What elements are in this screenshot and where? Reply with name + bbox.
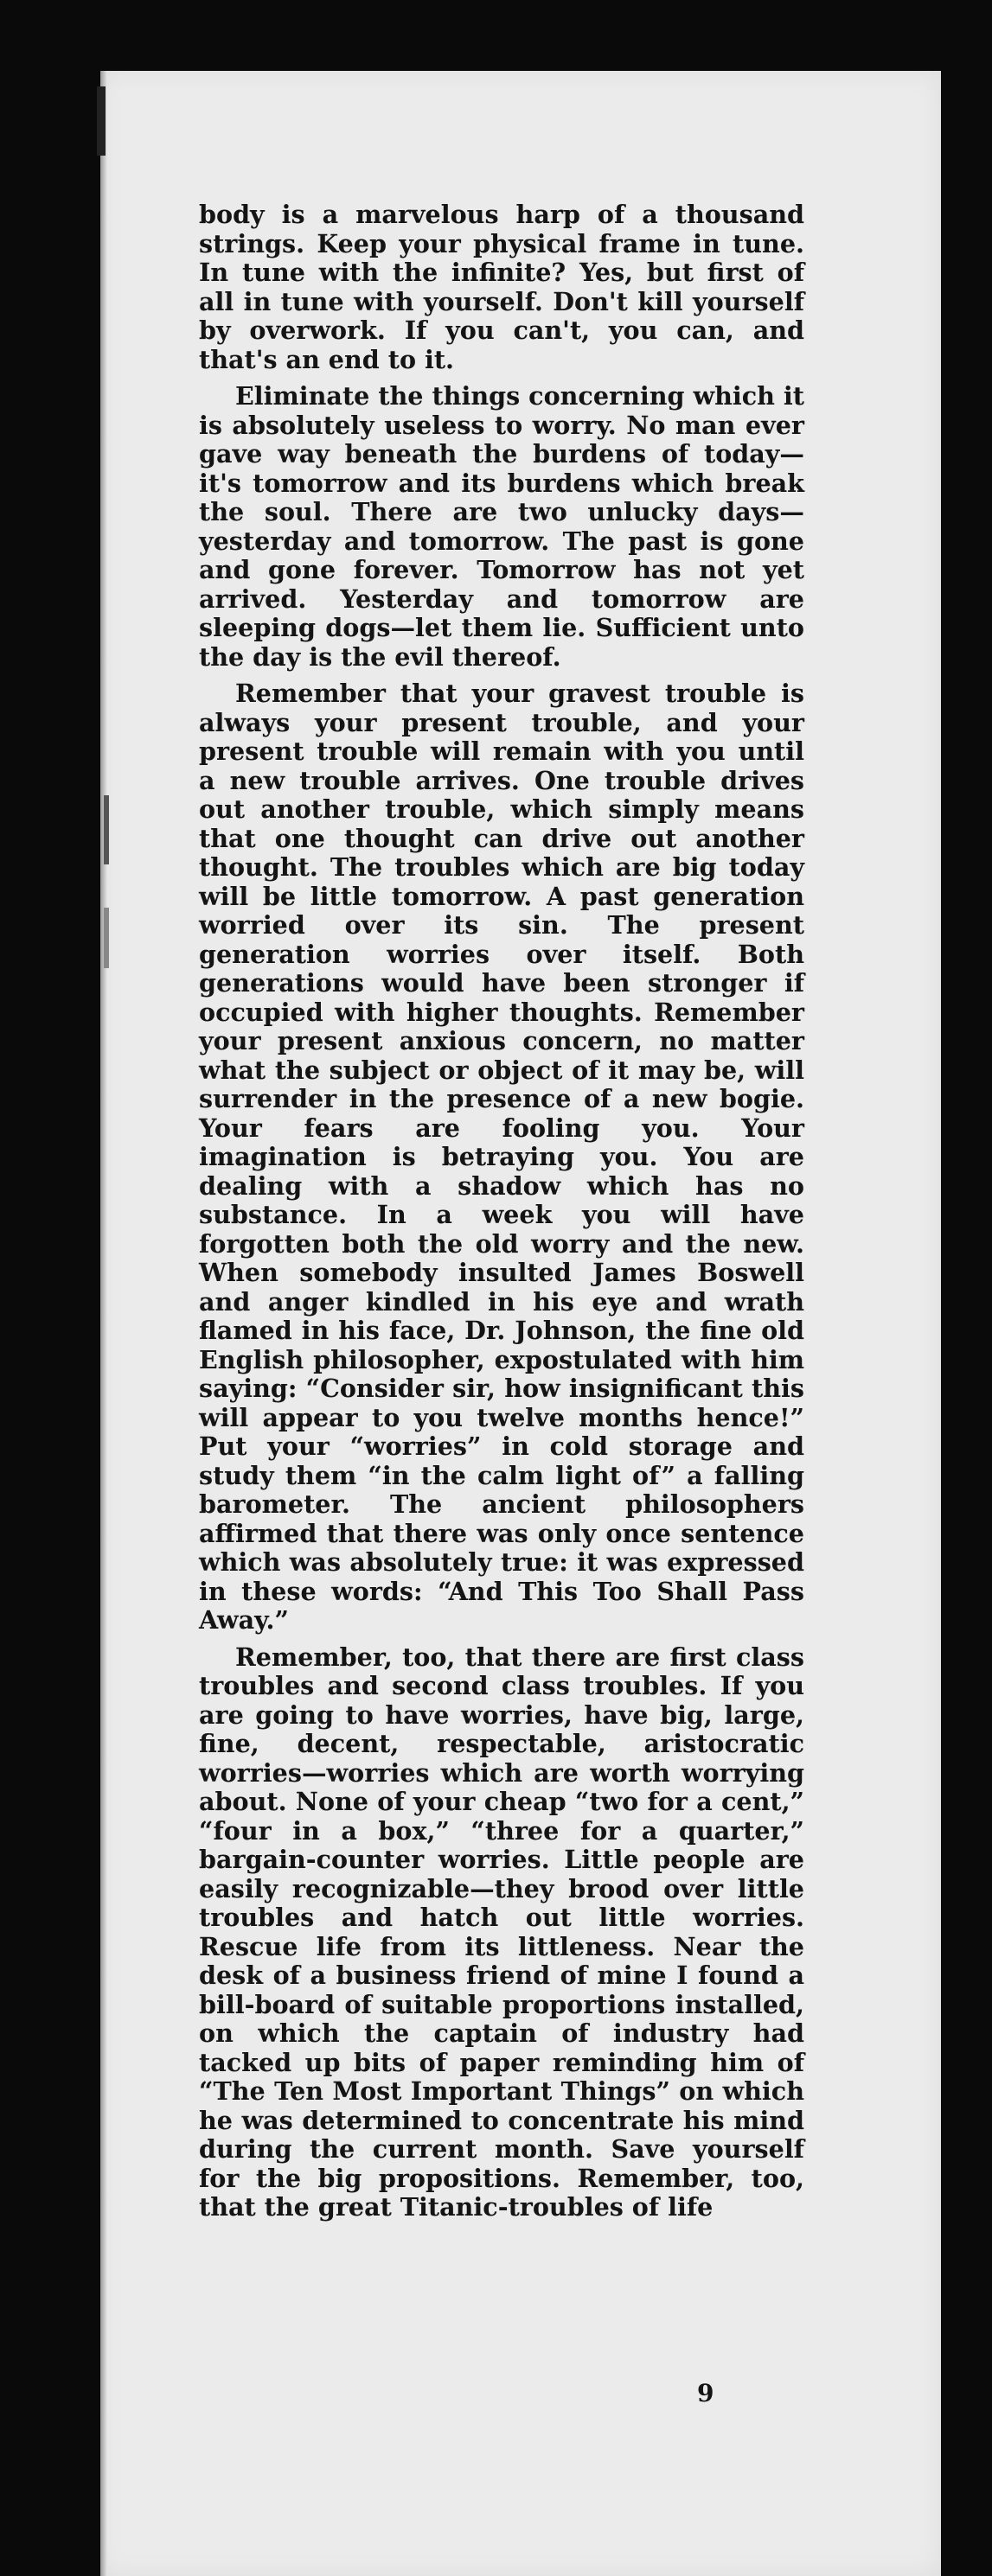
- page-edge-shadow: [100, 71, 107, 2576]
- page-number: 9: [697, 2379, 714, 2407]
- binding-mark-upper: [104, 795, 109, 864]
- paragraph-4: Remember, too, that there are first class troubles and second class troubles. If you are going to have worries, have big, large, fine, decent, respectable, aristocratic worries—worries which are worth worrying about. None of your cheap “two for a cent,” “four in a box,” “three for a quarter,” bargain-counter worries. Little people are easily recognizable—they brood over little troubles and hatch out little worries. Rescue life from its littleness. Near the desk of a business friend of mine I found a bill-board of suitable proportions installed, on which the captain of industry had tacked up bits of paper reminding him of “The Ten Most Important Things” on which he was determined to concentrate his mind during the current month. Save yourself for the big propositions. Remember, too, that the great Titanic-troubles of life: [199, 1642, 804, 2222]
- paragraph-2: Eliminate the things concerning which it is absolutely useless to worry. No man ever gave way beneath the burdens of today—it's tomorrow and its burdens which break the soul. There are two unlucky days—yesterday and tomorrow. The past is gone and gone forever. Tomorrow has not yet arrived. Yesterday and tomorrow are sleeping dogs—let them lie. Sufficient unto the day is the evil thereof.: [199, 381, 804, 672]
- binding-mark-lower: [104, 908, 109, 968]
- paragraph-1: body is a marvelous harp of a thousand strings. Keep your physical frame in tune. In tune with the infinite? Yes, but first of all in tune with yourself. Don't kill yourself by overwork. If you can't, you can, and that's an end to it.: [199, 200, 804, 374]
- paragraph-3: Remember that your gravest trouble is always your present trouble, and your present trouble will remain with you until a new trouble arrives. One trouble drives out another trouble, which simply means that one thought can drive out another thought. The troubles which are big today will be little tomorrow. A past generation worried over its sin. The present generation worries over itself. Both generations would have been stronger if occupied with higher thoughts. Remember your present anxious concern, no matter what the subject or object of it may be, will surrender in the presence of a new bogie. Your fears are fooling you. Your imagination is betraying you. You are dealing with a shadow which has no substance. In a week you will have forgotten both the old worry and the new. When somebody insulted James Boswell and anger kindled in his eye and wrath flamed in his face, Dr. Johnson, the fine old English philosopher, expostulated with him saying: “Consider sir, how insignificant this will appear to you twelve months hence!” Put your “worries” in cold storage and study them “in the calm light of” a falling barometer. The ancient philosophers affirmed that there was only once sentence which was absolutely true: it was expressed in these words: “And This Too Shall Pass Away.”: [199, 679, 804, 1635]
- text-column: [199, 201, 804, 2230]
- page-fold-mark: [97, 86, 106, 156]
